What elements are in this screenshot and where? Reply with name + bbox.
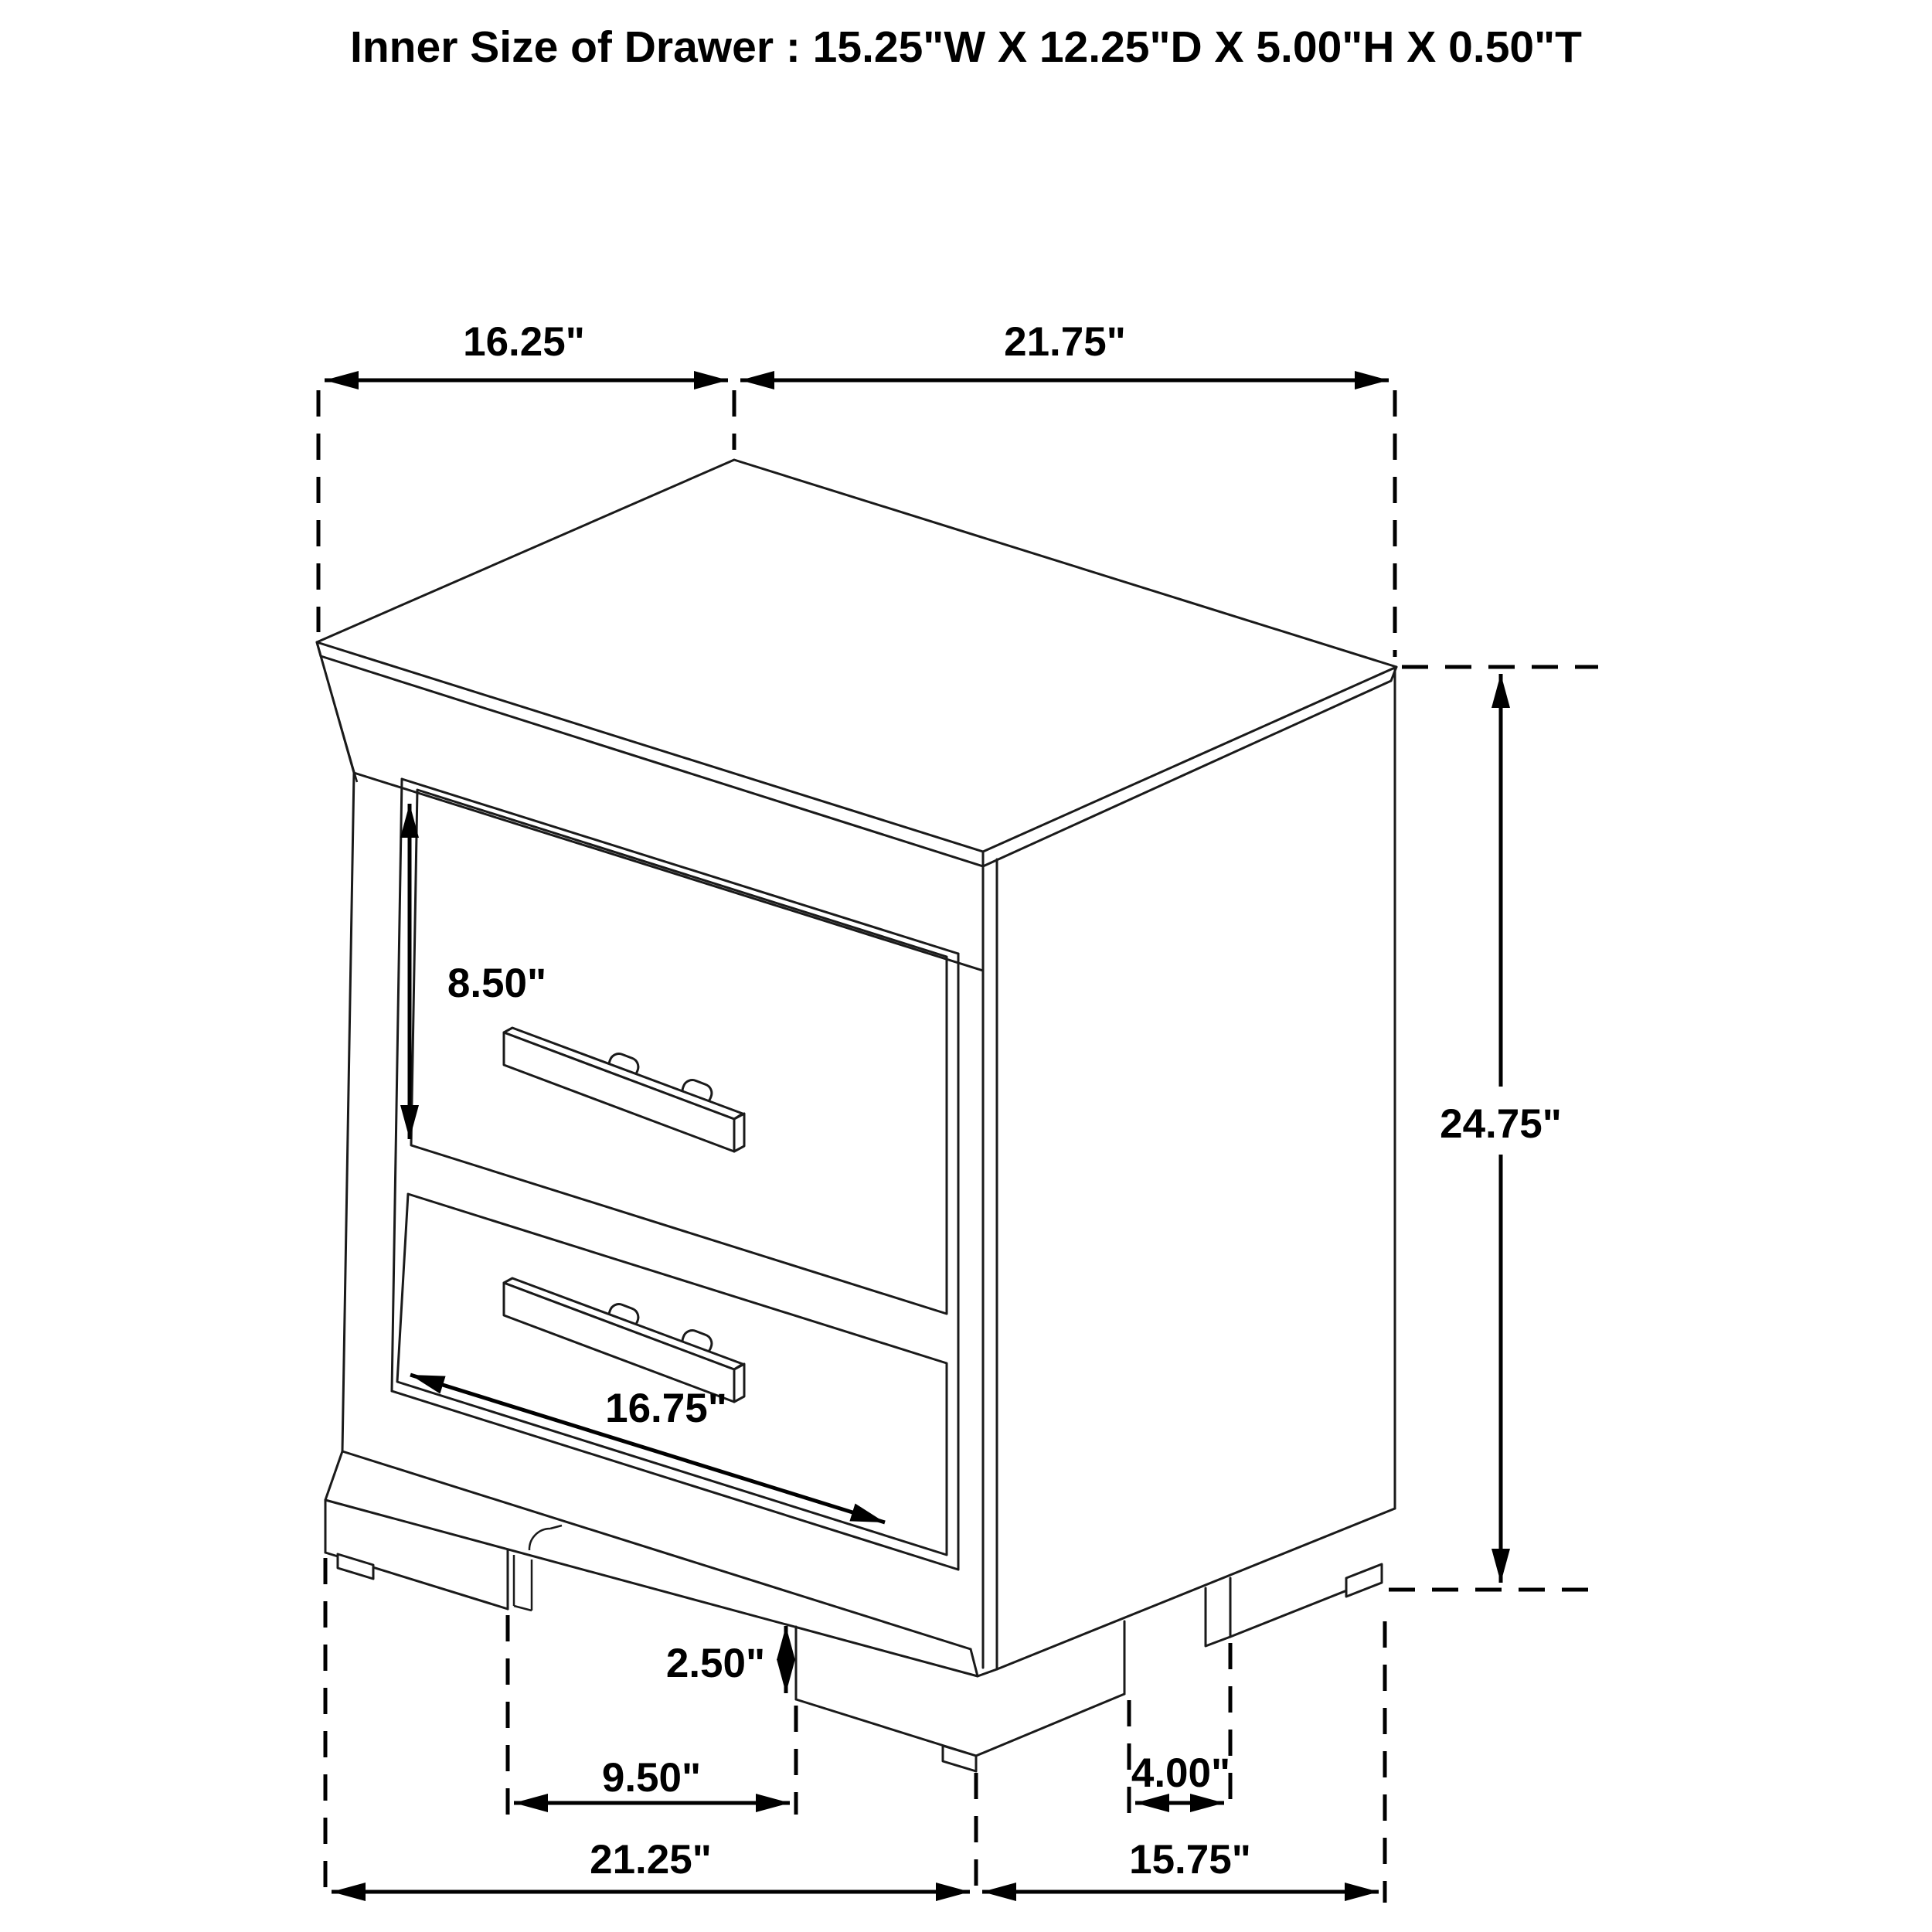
foot-pad-right (1346, 1564, 1382, 1597)
drawer-handle-bottom-icon (504, 1278, 744, 1402)
dim-overall-height (1389, 667, 1598, 1590)
dim-label-overall-width-front: 21.25" (590, 1837, 712, 1883)
dim-top-width (740, 319, 1395, 657)
dim-base-height (666, 1626, 786, 1693)
dim-label-drawer-width: 16.75" (605, 1386, 727, 1431)
dim-label-drawer-height: 8.50" (447, 961, 547, 1006)
dim-label-overall-height: 24.75" (1440, 1101, 1562, 1147)
base-side (976, 1564, 1382, 1756)
drawer-handle-top-icon (504, 1028, 744, 1151)
dim-side-leg-width (1129, 1643, 1230, 1815)
dim-label-side-leg-width: 4.00" (1131, 1750, 1231, 1796)
diagram-title: Inner Size of Drawer : 15.25"W X 12.25"D X 5.00"H X 0.50"T (350, 22, 1582, 72)
dim-label-overall-depth-side: 15.75" (1129, 1837, 1251, 1883)
nightstand-drawing (317, 460, 1396, 1771)
dim-top-depth (318, 319, 734, 632)
drawer-top (411, 790, 947, 1314)
foot-pad-front (943, 1746, 976, 1771)
dim-drawer-width (410, 1375, 885, 1522)
side-face (978, 669, 1395, 1676)
foot-pad-left (338, 1554, 373, 1579)
dim-label-base-height: 2.50" (665, 1641, 766, 1686)
dim-label-top-width: 21.75" (1004, 319, 1126, 365)
dim-overall-width-front (325, 1558, 976, 1903)
dim-label-front-leg-gap: 9.50" (601, 1755, 702, 1801)
dim-drawer-height (410, 804, 546, 1139)
base-front (325, 1451, 978, 1771)
top-face (317, 460, 1396, 866)
dim-label-top-depth: 16.25" (463, 319, 585, 365)
